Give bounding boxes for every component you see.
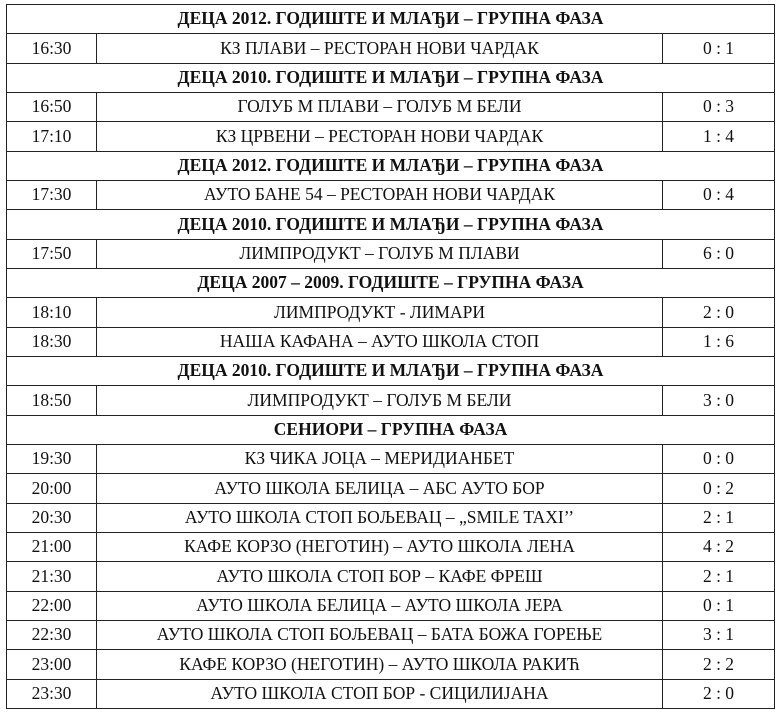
match-time: 20:00 [7,474,97,503]
match-teams: НАША КАФАНА – АУТО ШКОЛА СТОП [97,327,663,356]
match-teams: АУТО ШКОЛА БЕЛИЦА – АБС АУТО БОР [97,474,663,503]
match-teams: АУТО ШКОЛА СТОП БОР – КАФЕ ФРЕШ [97,562,663,591]
match-score: 0 : 0 [663,444,775,473]
section-header-row [7,210,775,239]
match-time: 23:00 [7,650,97,679]
match-time: 22:30 [7,620,97,649]
match-score: 1 : 4 [663,122,775,151]
match-row [7,298,775,327]
match-row [7,503,775,532]
match-teams: ЛИМПРОДУКТ – ГОЛУБ М ПЛАВИ [97,239,663,268]
match-teams: АУТО ШКОЛА БЕЛИЦА – АУТО ШКОЛА ЈЕРА [97,591,663,620]
match-schedule-body [7,5,775,709]
match-time: 18:50 [7,386,97,415]
match-time: 20:30 [7,503,97,532]
match-teams: АУТО ШКОЛА СТОП БОЉЕВАЦ – „SMILE TAXI’’ [97,503,663,532]
match-time: 21:30 [7,562,97,591]
section-title: ДЕЦА 2012. ГОДИШТЕ И МЛАЂИ – ГРУПНА ФАЗА [7,5,775,34]
match-teams: АУТО ШКОЛА СТОП БОЉЕВАЦ – БАТА БОЖА ГОРЕЊЕ [97,620,663,649]
match-row [7,239,775,268]
match-row [7,679,775,708]
match-time: 17:10 [7,122,97,151]
section-title: ДЕЦА 2010. ГОДИШТЕ И МЛАЂИ – ГРУПНА ФАЗА [7,356,775,385]
match-score: 3 : 0 [663,386,775,415]
match-score: 0 : 1 [663,34,775,63]
match-teams: АУТО ШКОЛА СТОП БОР - СИЦИЛИЈАНА [97,679,663,708]
match-row [7,122,775,151]
match-score: 1 : 6 [663,327,775,356]
match-score: 2 : 1 [663,562,775,591]
match-row [7,386,775,415]
match-time: 17:30 [7,180,97,209]
match-row [7,562,775,591]
section-header-row [7,415,775,444]
match-score: 0 : 1 [663,591,775,620]
match-teams: ЛИМПРОДУКТ - ЛИМАРИ [97,298,663,327]
match-row [7,327,775,356]
match-score: 0 : 3 [663,92,775,121]
match-row [7,620,775,649]
match-teams: ЛИМПРОДУКТ – ГОЛУБ М БЕЛИ [97,386,663,415]
match-time: 16:30 [7,34,97,63]
match-score: 6 : 0 [663,239,775,268]
match-time: 21:00 [7,532,97,561]
match-row [7,591,775,620]
match-teams: КЗ ЧИКА ЈОЦА – МЕРИДИАНБЕТ [97,444,663,473]
match-row [7,180,775,209]
match-teams: ГОЛУБ М ПЛАВИ – ГОЛУБ М БЕЛИ [97,92,663,121]
match-score: 2 : 0 [663,679,775,708]
match-time: 22:00 [7,591,97,620]
match-score: 0 : 2 [663,474,775,503]
match-time: 19:30 [7,444,97,473]
match-row [7,444,775,473]
section-title: ДЕЦА 2010. ГОДИШТЕ И МЛАЂИ – ГРУПНА ФАЗА [7,210,775,239]
match-row [7,34,775,63]
match-time: 23:30 [7,679,97,708]
match-score: 2 : 0 [663,298,775,327]
match-row [7,92,775,121]
match-teams: КЗ ПЛАВИ – РЕСТОРАН НОВИ ЧАРДАК [97,34,663,63]
match-score: 2 : 2 [663,650,775,679]
match-score: 3 : 1 [663,620,775,649]
section-title: ДЕЦА 2012. ГОДИШТЕ И МЛАЂИ – ГРУПНА ФАЗА [7,151,775,180]
match-teams: КАФЕ КОРЗО (НЕГОТИН) – АУТО ШКОЛА ЛЕНА [97,532,663,561]
match-time: 16:50 [7,92,97,121]
match-teams: АУТО БАНЕ 54 – РЕСТОРАН НОВИ ЧАРДАК [97,180,663,209]
section-title: ДЕЦА 2007 – 2009. ГОДИШТЕ – ГРУПНА ФАЗА [7,268,775,297]
match-time: 18:10 [7,298,97,327]
match-score: 2 : 1 [663,503,775,532]
match-teams: КАФЕ КОРЗО (НЕГОТИН) – АУТО ШКОЛА РАКИЋ [97,650,663,679]
match-row [7,532,775,561]
match-score: 0 : 4 [663,180,775,209]
match-row [7,474,775,503]
section-header-row [7,356,775,385]
match-score: 4 : 2 [663,532,775,561]
match-teams: КЗ ЦРВЕНИ – РЕСТОРАН НОВИ ЧАРДАК [97,122,663,151]
match-time: 18:30 [7,327,97,356]
match-row [7,650,775,679]
section-header-row [7,151,775,180]
section-header-row [7,268,775,297]
match-schedule-table [6,4,775,709]
section-title: СЕНИОРИ – ГРУПНА ФАЗА [7,415,775,444]
match-time: 17:50 [7,239,97,268]
section-header-row [7,5,775,34]
section-header-row [7,63,775,92]
section-title: ДЕЦА 2010. ГОДИШТЕ И МЛАЂИ – ГРУПНА ФАЗА [7,63,775,92]
